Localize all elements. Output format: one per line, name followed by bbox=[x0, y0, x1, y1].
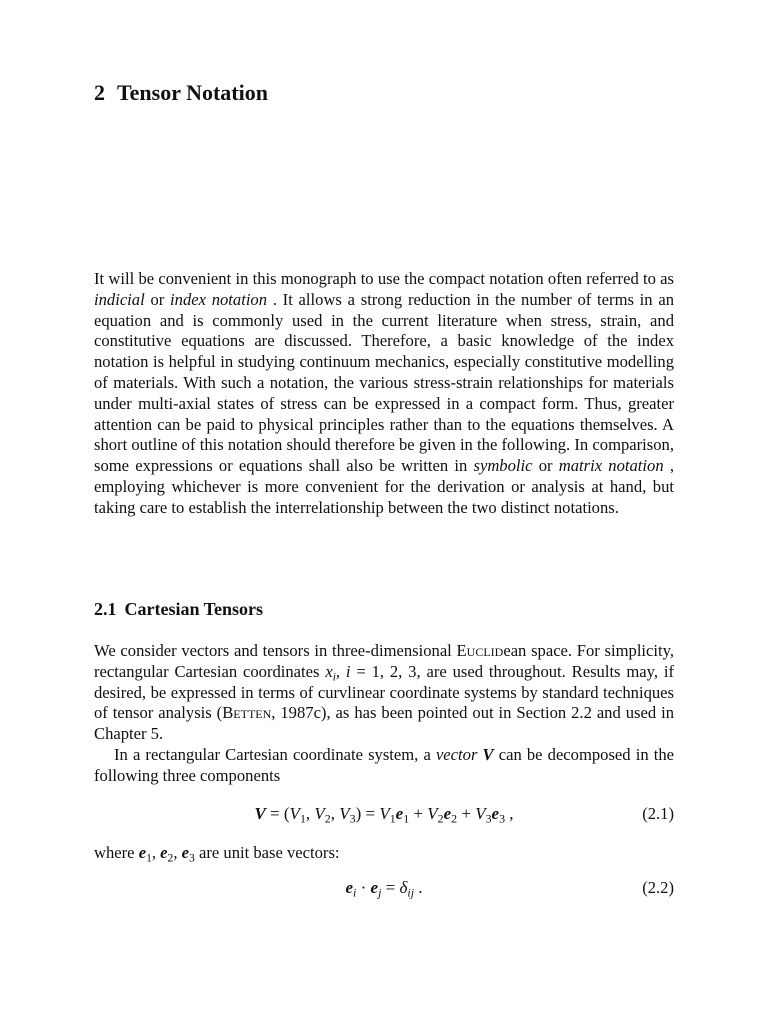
body-text: , bbox=[335, 661, 346, 681]
body-text: In a rectangular Cartesian coordinate system, a bbox=[114, 744, 436, 764]
section-title bbox=[94, 599, 263, 620]
intro-text: It will be convenient in this monograph to use the compact notation often referred to as bbox=[94, 269, 674, 288]
body-text: We consider vectors and tensors in three-dimensional bbox=[94, 641, 457, 660]
intro-paragraph bbox=[94, 269, 674, 519]
math-i: i bbox=[345, 661, 351, 681]
equation-body: $V = (V_1$, $V_2$, $V_3) = V_1e_1 + V_2e_2 + V_3e_3$ , bbox=[254, 804, 514, 826]
name-euclid: Euclid bbox=[456, 641, 504, 660]
body-text: = 1, 2, 3, are used throughout. Results may, if desired, be expressed in terms of curvlinear coordinate systems by standard techniques of tensor analysis ( bbox=[94, 661, 674, 723]
math-vector-v: V bbox=[482, 744, 494, 764]
section-title-text: Cartesian Tensors bbox=[124, 599, 264, 619]
equation-body: $e_i \cdot e_j = \delta_{ij}$ . bbox=[345, 878, 423, 900]
body-text: can be decomposed in the following three components bbox=[94, 744, 675, 785]
body-text: , 1987c), as has been pointed out in Section 2.2 and used in Chapter 5. bbox=[94, 703, 674, 744]
where-line: where $e_1$, $e_2$, $e_3$ are unit base vectors: bbox=[94, 843, 340, 865]
term-indicial: indicial bbox=[94, 289, 145, 309]
intro-text: or bbox=[532, 456, 559, 476]
cartesian-paragraph bbox=[94, 641, 674, 787]
section-number: 2.1 bbox=[94, 599, 117, 619]
term-matrix-notation: matrix notation bbox=[558, 456, 664, 476]
intro-text: or bbox=[144, 289, 171, 309]
paragraph-coordinates bbox=[94, 641, 674, 745]
term-index-notation: index notation bbox=[170, 289, 268, 309]
equation-number: (2.1) bbox=[642, 804, 674, 823]
body-text: are unit base vectors: bbox=[194, 843, 340, 862]
math-x-i: $x_i$ bbox=[325, 661, 336, 684]
equation-number: (2.2) bbox=[642, 878, 674, 897]
equation-2-1 bbox=[94, 802, 674, 826]
body-text: ean space. For simplicity, rectangular Cartesian coordinates bbox=[94, 641, 674, 681]
citation-betten: Betten bbox=[222, 703, 272, 723]
chapter-number: 2 bbox=[94, 80, 105, 105]
intro-text: . It allows a strong reduction in the number of terms in an equation and is commonly used in the current literature when stress, strain, and constitutive equations are discussed. Therefore, a basic knowledge of the index notation is helpful in studying continuum mechanics, especially constitutive modelling of materials. With such a notation, the various stress-strain relationships for materials under multi-axial states of stress can be expressed in a compact form. Thus, greater attention can be paid to physical principles rather than to the equations themselves. A short outline of this notation should therefore be given in the following. In comparison, some expressions or equations shall also be written in bbox=[94, 289, 674, 476]
term-vector: vector bbox=[435, 744, 478, 764]
paragraph-vector bbox=[94, 745, 674, 787]
chapter-title-text: Tensor Notation bbox=[117, 80, 268, 105]
body-text: where bbox=[94, 843, 139, 862]
intro-text: , employing whichever is more convenient for the derivation or analysis at hand, but taking care to establish the interrelationship between the two distinct notations. bbox=[94, 456, 674, 517]
chapter-title bbox=[94, 80, 268, 106]
term-symbolic: symbolic bbox=[473, 456, 533, 476]
equation-2-2 bbox=[94, 876, 674, 900]
math-base-vectors: e bbox=[138, 843, 147, 862]
